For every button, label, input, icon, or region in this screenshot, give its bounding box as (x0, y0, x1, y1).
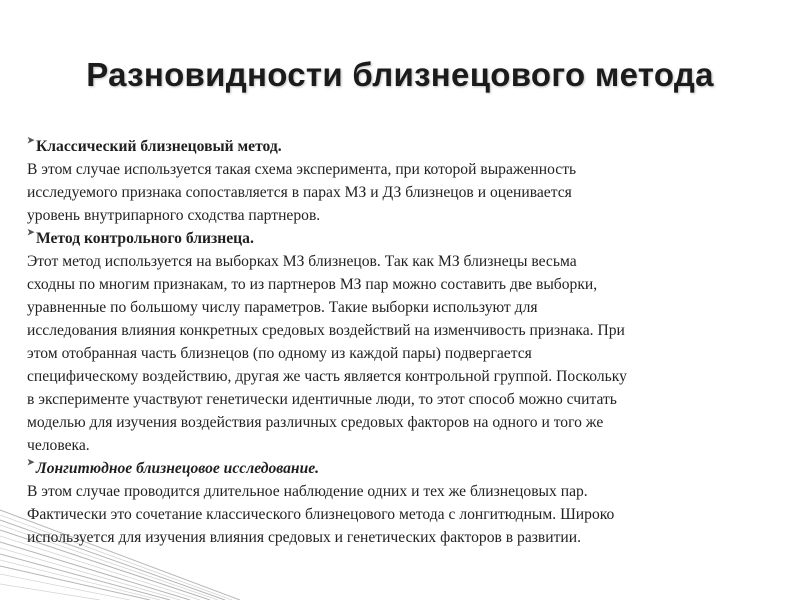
paragraph-line: в эксперименте участвуют генетически идентичные люди, то этот способ можно считать (27, 391, 617, 408)
section-classic (27, 135, 779, 227)
section-heading: Метод контрольного близнеца. (36, 230, 254, 247)
paragraph-line: уравненные по большому числу параметров. Такие выборки используют для (27, 299, 538, 316)
section-longitudinal (27, 457, 779, 549)
bullet-arrow-icon: ➤ (27, 227, 35, 237)
paragraph-line: сходны по многим признакам, то из партнеров МЗ пар можно составить две выборки, (27, 276, 598, 293)
paragraph-line: уровень внутрипарного сходства партнеров. (27, 207, 321, 224)
slide-body (27, 135, 779, 549)
section-paragraph (27, 158, 779, 227)
paragraph-line: В этом случае используется такая схема эксперимента, при которой выраженность (27, 161, 577, 178)
bullet-heading (27, 457, 779, 480)
bullet-arrow-icon: ➤ (27, 135, 35, 145)
paragraph-line: В этом случае проводится длительное наблюдение одних и тех же близнецовых пар. (27, 483, 588, 500)
paragraph-line: исследования влияния конкретных средовых воздействий на изменчивость признака. При (27, 322, 625, 339)
section-paragraph (27, 250, 779, 457)
section-paragraph (27, 480, 779, 549)
paragraph-line: специфическому воздействию, другая же часть является контрольной группой. Поскольку (27, 368, 627, 385)
section-heading: Лонгитюдное близнецовое исследование. (36, 460, 320, 477)
section-heading: Классический близнецовый метод. (36, 138, 282, 155)
paragraph-line: Этот метод используется на выборках МЗ близнецов. Так как МЗ близнецы весьма (27, 253, 577, 270)
paragraph-line: моделью для изучения воздействия различных средовых факторов на одного и того же (27, 414, 604, 431)
paragraph-line: этом отобранная часть близнецов (по одному из каждой пары) подвергается (27, 345, 532, 362)
paragraph-line: человека. (27, 437, 90, 454)
bullet-heading (27, 227, 779, 250)
section-control-twin (27, 227, 779, 457)
paragraph-line: исследуемого признака сопоставляется в парах МЗ и ДЗ близнецов и оценивается (27, 184, 572, 201)
bullet-arrow-icon: ➤ (27, 457, 35, 467)
paragraph-line: Фактически это сочетание классического близнецового метода с лонгитюдным. Широко (27, 506, 615, 523)
slide-title: Разновидности близнецового метода (86, 56, 714, 93)
bullet-heading (27, 135, 779, 158)
paragraph-line: используется для изучения влияния средовых и генетических факторов в развитии. (27, 529, 582, 546)
